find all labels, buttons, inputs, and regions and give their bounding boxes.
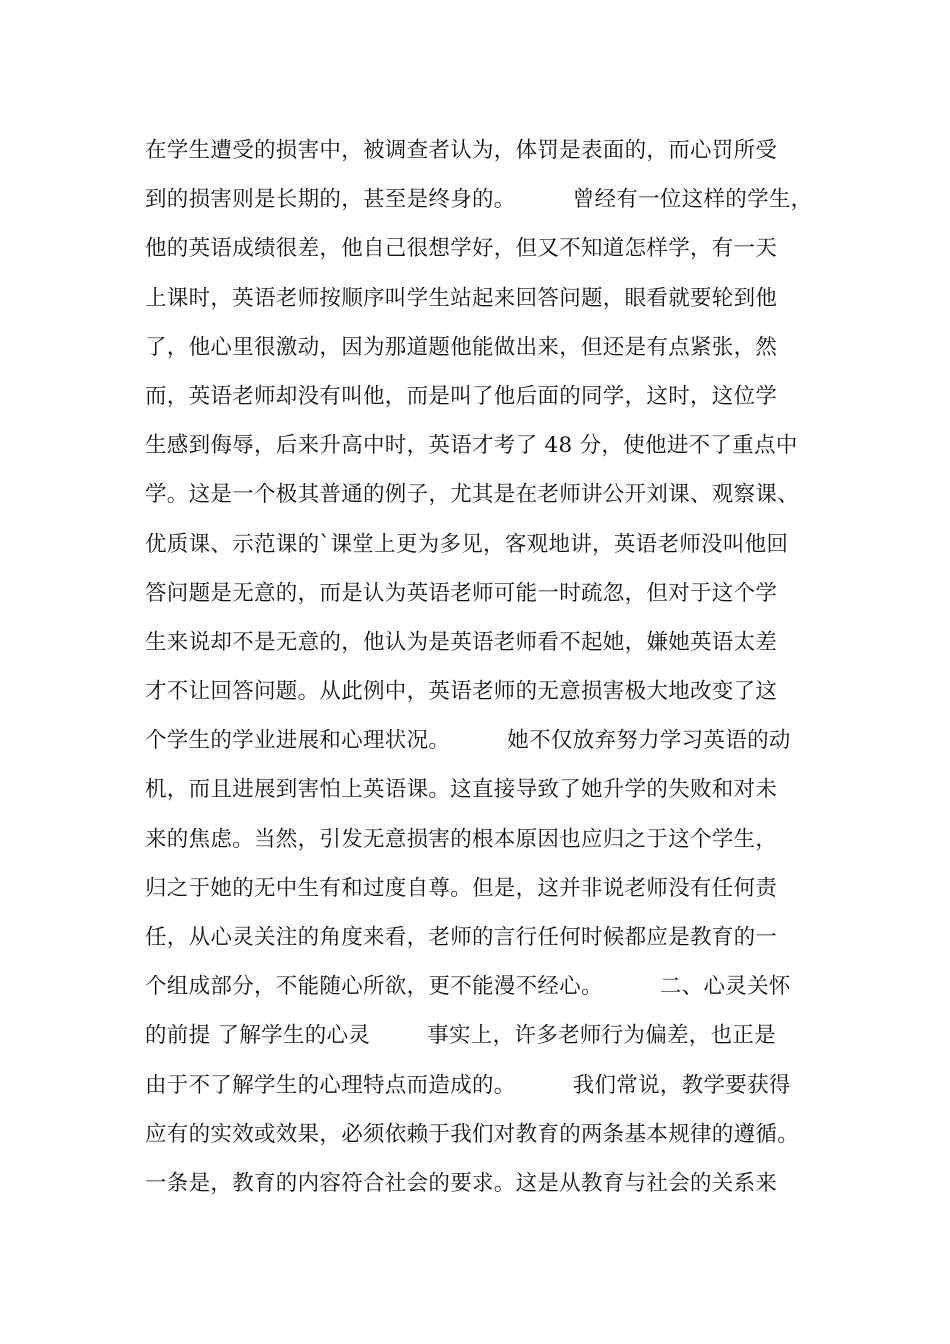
text-line: 的前提 了解学生的心灵 事实上，许多老师行为偏差，也正是	[145, 1023, 777, 1049]
text-line: 由于不了解学生的心理特点而造成的。 我们常说，教学要获得	[145, 1072, 791, 1098]
text-line: 了，他心里很激动，因为那道题他能做出来，但还是有点紧张，然	[145, 334, 778, 360]
text-line: 才不让回答问题。从此例中，英语老师的无意损害极大地改变了这	[145, 679, 778, 705]
text-line: 生来说却不是无意的，他认为是英语老师看不起她，嫌她英语太差	[145, 629, 778, 655]
body-text	[145, 131, 845, 1213]
text-line: 在学生遭受的损害中，被调查者认为，体罚是表面的，而心罚所受	[145, 138, 778, 163]
text-line: 生感到侮辱，后来升高中时，英语才考了 48 分，使他进不了重点中	[145, 433, 798, 459]
text-line: 个组成部分，不能随心所欲，更不能漫不经心。 二、心灵关怀	[145, 974, 791, 1000]
text-line: 学。这是一个极其普通的例子，尤其是在老师讲公开刘课、观察课、	[145, 482, 800, 508]
text-line: 应有的实效或效果，必须依赖于我们对教育的两条基本规律的遵循。	[145, 1121, 800, 1147]
text-line: 到的损害则是长期的，甚至是终身的。 曾经有一位这样的学生，	[145, 187, 813, 213]
text-line: 上课时，英语老师按顺序叫学生站起来回答问题，眼看就要轮到他	[145, 285, 778, 311]
text-line: 他的英语成绩很差，他自己很想学好，但又不知道怎样学，有一天	[145, 236, 778, 262]
text-line: 机，而且进展到害怕上英语课。这直接导致了她升学的失败和对未	[145, 777, 778, 803]
text-line: 优质课、示范课的`课堂上更为多见，客观地讲，英语老师没叫他回	[145, 531, 789, 557]
text-line: 而，英语老师却没有叫他，而是叫了他后面的同学，这时，这位学	[145, 383, 778, 409]
text-line: 来的焦虑。当然，引发无意损害的根本原因也应归之于这个学生，	[145, 826, 778, 852]
text-line: 答问题是无意的，而是认为英语老师可能一时疏忽，但对于这个学	[145, 580, 778, 606]
text-line: 归之于她的无中生有和过度自尊。但是，这并非说老师没有任何责	[145, 875, 778, 901]
text-line: 任，从心灵关注的角度来看，老师的言行任何时候都应是教育的一	[145, 925, 778, 950]
text-line: 个学生的学业进展和心理状况。 她不仅放弃努力学习英语的动	[145, 728, 791, 754]
text-line: 一条是，教育的内容符合社会的要求。这是从教育与社会的关系来	[145, 1170, 778, 1196]
